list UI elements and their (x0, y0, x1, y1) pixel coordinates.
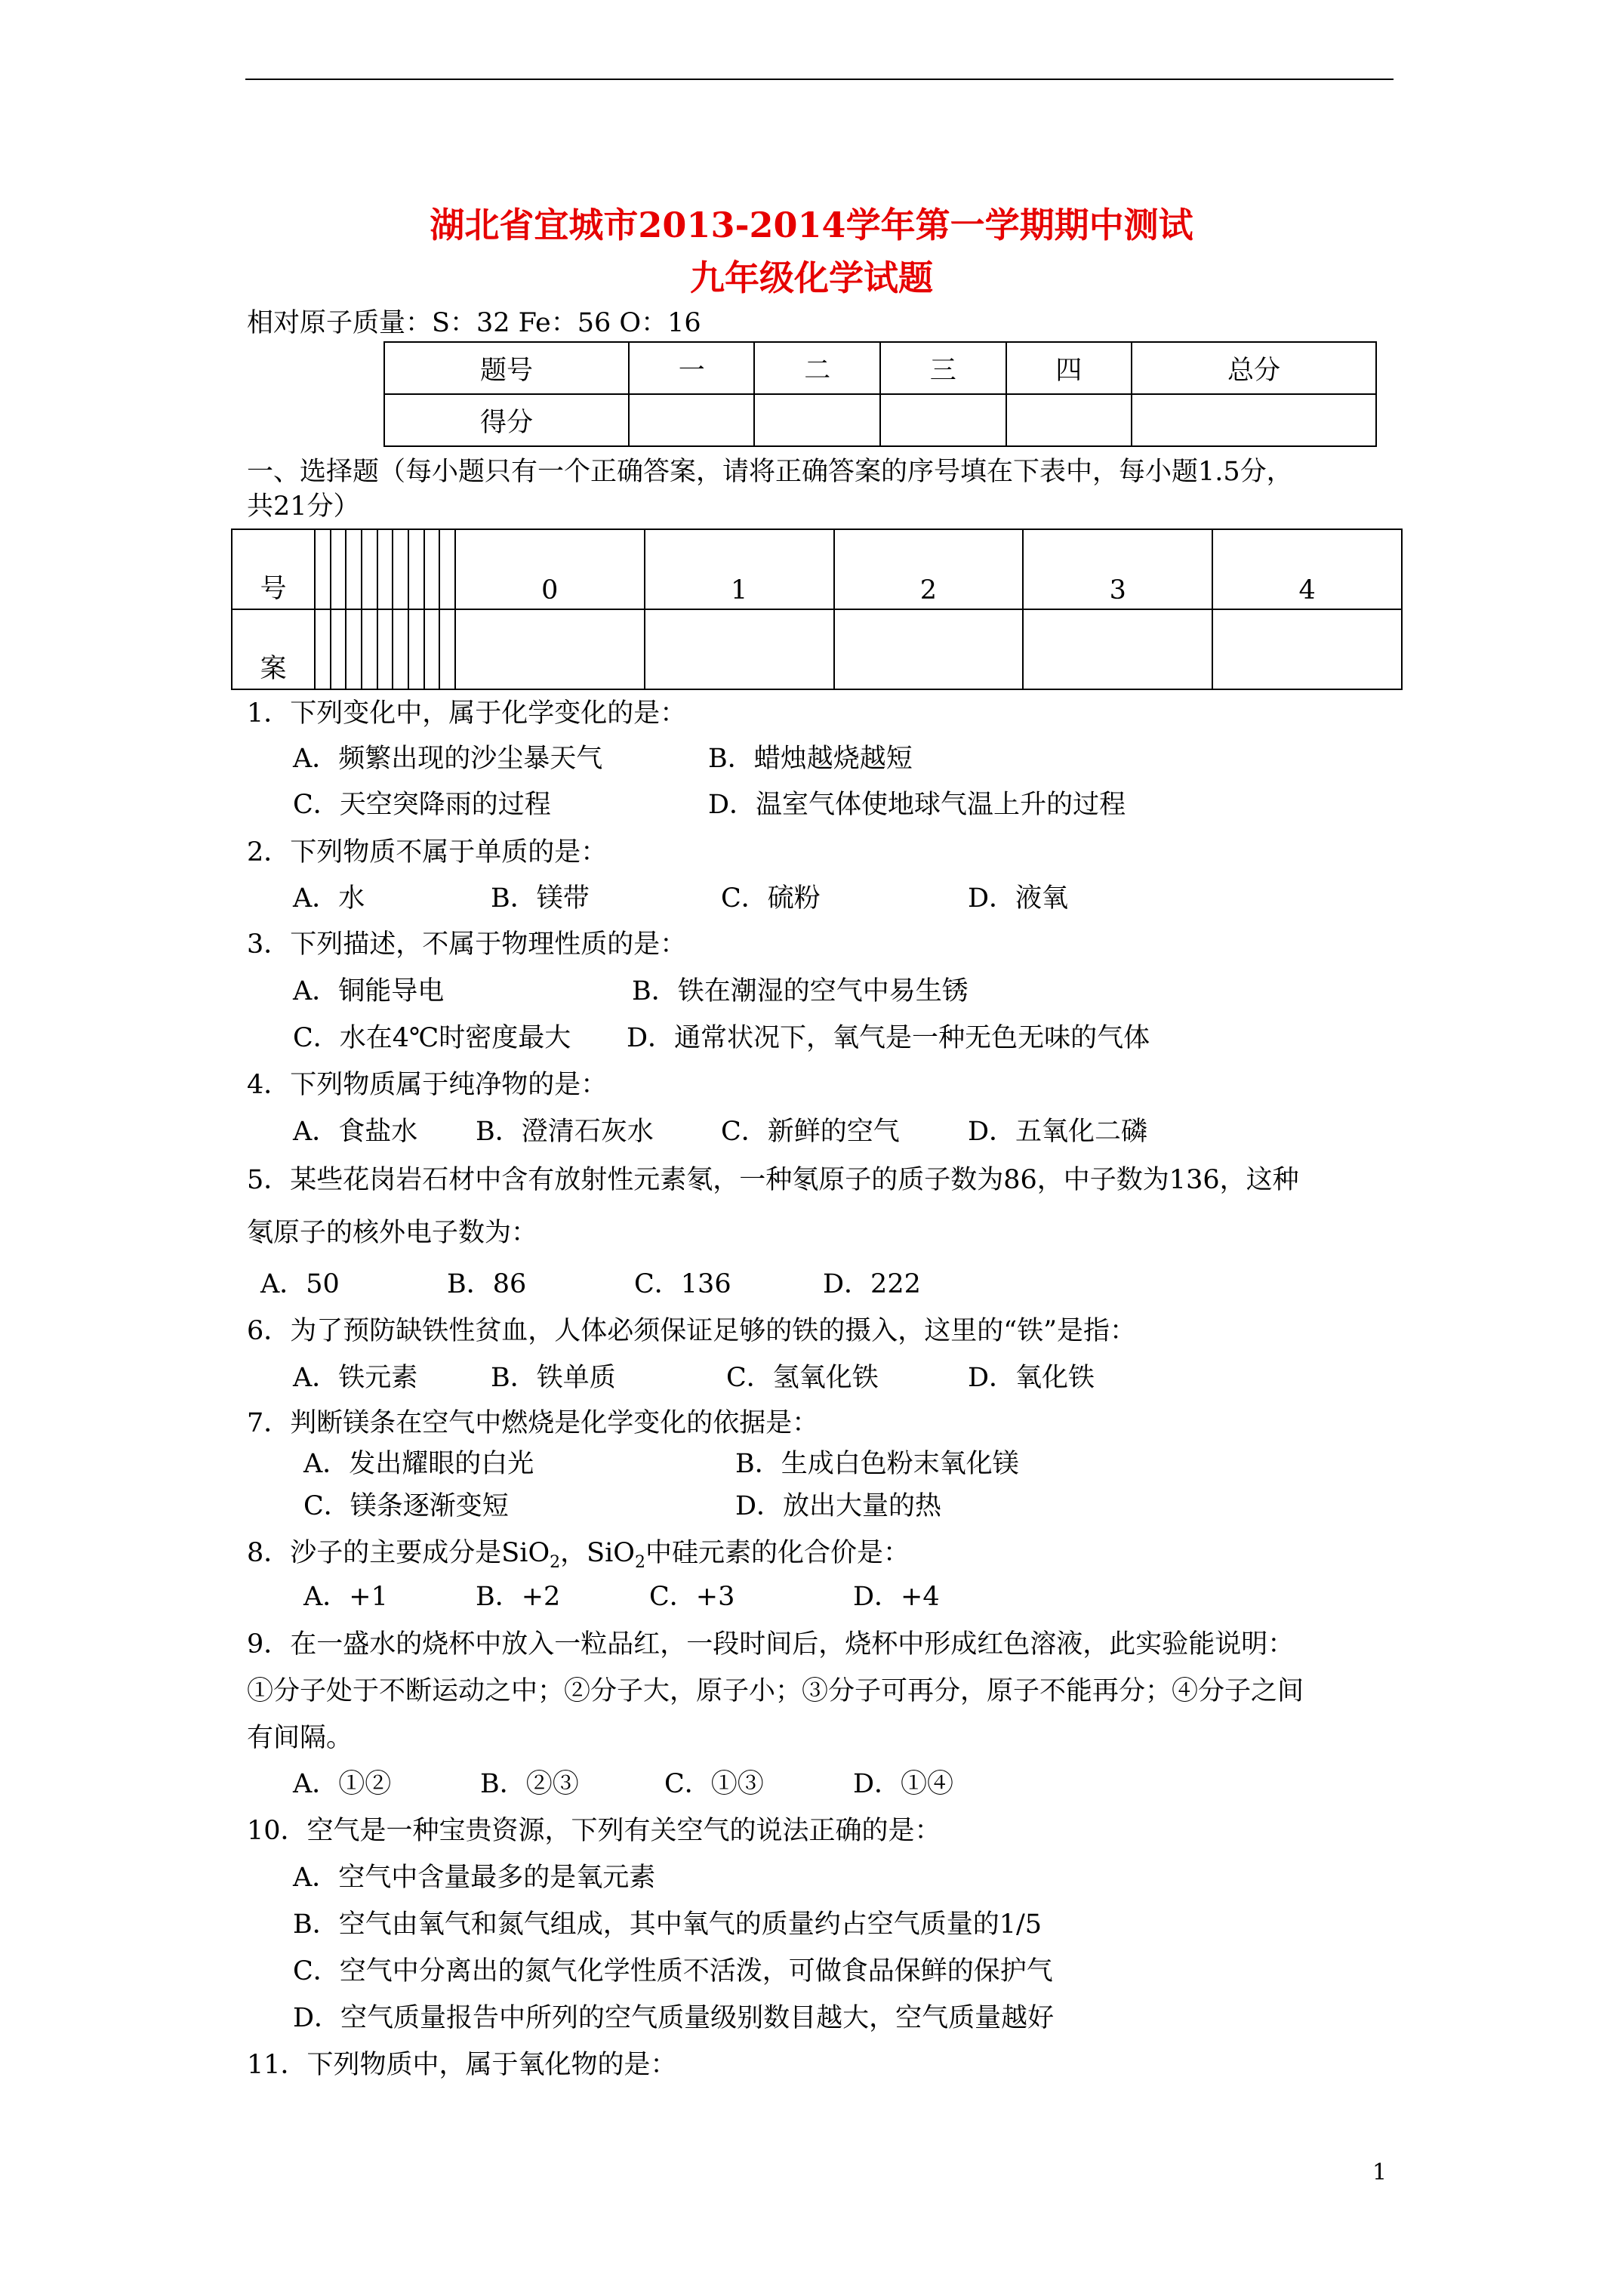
score-cell (880, 394, 1006, 446)
question-2-stem: 2．下列物质不属于单质的是： (247, 837, 608, 868)
score-cell (629, 394, 755, 446)
score-table-header-row (384, 342, 1376, 394)
option-d: D．氧化铁 (968, 1363, 1095, 1393)
question-2-options (0, 881, 1623, 916)
question-5-stem: 5．某些花岗岩石材中含有放射性元素氡，一种氡原子的质子数为86，中子数为136，这种 (247, 1165, 1299, 1195)
option-b: B．空气由氧气和氮气组成，其中氧气的质量约占空气质量的1/5 (293, 1909, 1042, 1940)
option-a: A．50 (260, 1269, 340, 1299)
option-c: C．+3 (649, 1582, 735, 1612)
option-c: C．硫粉 (721, 883, 821, 914)
answer-cell (439, 529, 455, 609)
answer-cell (424, 529, 440, 609)
option-b: B．铁单质 (491, 1363, 616, 1393)
option-c: C．水在4℃时密度最大 (293, 1023, 571, 1053)
option-c: C．136 (634, 1269, 731, 1299)
option-a: A．铜能导电 (293, 976, 445, 1006)
answer-cell (834, 609, 1024, 689)
option-d: D．五氧化二磷 (968, 1117, 1148, 1147)
question-5-options (0, 1267, 1623, 1302)
option-b: B．铁在潮湿的空气中易生锈 (632, 976, 969, 1006)
score-cell: 一 (629, 342, 755, 394)
question-3-stem: 3．下列描述，不属于物理性质的是： (247, 929, 687, 960)
option-d: D．通常状况下，氧气是一种无色无味的气体 (627, 1023, 1150, 1053)
answer-cell: 2 (834, 529, 1024, 609)
question-4-stem: 4．下列物质属于纯净物的是： (247, 1070, 608, 1100)
answer-cell (346, 609, 362, 689)
option-b: B．澄清石灰水 (476, 1117, 654, 1147)
answer-cell (1023, 609, 1212, 689)
question-8-stem-text: 8．沙子的主要成分是SiO (247, 1538, 550, 1568)
option-c: C．氢氧化铁 (726, 1363, 879, 1393)
question-10-stem: 10．空气是一种宝贵资源，下列有关空气的说法正确的是： (247, 1816, 941, 1846)
option-c: C．空气中分离出的氮气化学性质不活泼，可做食品保鲜的保护气 (293, 1956, 1053, 1986)
question-1-options-ab (0, 741, 1623, 776)
option-a: A．食盐水 (293, 1117, 418, 1147)
subscript: 2 (550, 1553, 561, 1572)
answer-cell (408, 529, 424, 609)
option-a: A．铁元素 (293, 1363, 418, 1393)
answer-cell (377, 609, 393, 689)
answer-cell (408, 609, 424, 689)
question-1-stem: 1．下列变化中，属于化学变化的是： (247, 698, 687, 729)
option-d: D．+4 (853, 1582, 940, 1612)
question-9-stem: 9．在一盛水的烧杯中放入一粒品红，一段时间后，烧杯中形成红色溶液，此实验能说明： (247, 1629, 1295, 1660)
answer-cell: 1 (645, 529, 834, 609)
option-b: B．蜡烛越烧越短 (708, 744, 913, 774)
option-c: C．新鲜的空气 (721, 1117, 900, 1147)
option-d: D．温室气体使地球气温上升的过程 (708, 790, 1126, 820)
question-5-stem-cont: 氡原子的核外电子数为： (247, 1218, 538, 1248)
option-d: D．液氧 (968, 883, 1069, 914)
option-b: B．86 (447, 1269, 527, 1299)
exam-subtitle: 九年级化学试题 (690, 257, 933, 298)
answer-cell (393, 609, 408, 689)
question-6-options (0, 1361, 1623, 1395)
answer-table (231, 529, 1403, 690)
answer-cell (315, 529, 331, 609)
answer-cell (346, 529, 362, 609)
answer-cell (315, 609, 331, 689)
option-d: D．①④ (853, 1769, 954, 1799)
question-11-stem: 11．下列物质中，属于氧化物的是： (247, 2050, 677, 2080)
option-c: C．①③ (664, 1769, 764, 1799)
answer-cell: 4 (1212, 529, 1402, 609)
score-cell (754, 394, 880, 446)
option-d: D．空气质量报告中所列的空气质量级别数目越大，空气质量越好 (293, 2003, 1055, 2033)
score-table (383, 341, 1377, 447)
score-cell (1006, 394, 1132, 446)
option-a: A．发出耀眼的白光 (303, 1449, 534, 1479)
question-8-stem-text: ，SiO (560, 1538, 636, 1568)
score-cell: 二 (754, 342, 880, 394)
answer-cell (393, 529, 408, 609)
page-number: 1 (1372, 2159, 1387, 2186)
option-b: B．生成白色粉末氧化镁 (735, 1449, 1019, 1479)
option-a: A．+1 (303, 1582, 388, 1612)
answer-cell (455, 609, 645, 689)
option-a: A．水 (293, 883, 365, 914)
question-3-options-cd (0, 1021, 1623, 1056)
question-1-options-cd (0, 787, 1623, 822)
question-8-stem (247, 1536, 910, 1580)
answer-cell: 3 (1023, 529, 1212, 609)
question-9-options (0, 1767, 1623, 1801)
option-d: D．放出大量的热 (735, 1491, 942, 1521)
score-cell: 题号 (384, 342, 629, 394)
question-8-options (0, 1579, 1623, 1614)
atomic-mass-note: 相对原子质量：S：32 Fe：56 O：16 (247, 308, 701, 338)
score-table-score-row (384, 394, 1376, 446)
answer-cell (331, 529, 346, 609)
option-b: B．+2 (476, 1582, 561, 1612)
answer-cell (645, 609, 834, 689)
answer-cell (362, 609, 377, 689)
answer-cell (331, 609, 346, 689)
exam-title: 湖北省宜城市2013-2014学年第一学期期中测试 (430, 205, 1193, 245)
score-cell: 总分 (1132, 342, 1376, 394)
score-cell: 得分 (384, 394, 629, 446)
answer-cell (362, 529, 377, 609)
subscript: 2 (635, 1553, 646, 1572)
option-b: B．镁带 (491, 883, 590, 914)
question-7-options-ab (0, 1447, 1623, 1481)
question-3-options-ab (0, 974, 1623, 1009)
question-4-options (0, 1114, 1623, 1149)
answer-table-number-row (232, 529, 1402, 609)
option-b: B．②③ (480, 1769, 579, 1799)
score-cell: 三 (880, 342, 1006, 394)
answer-cell: 0 (455, 529, 645, 609)
question-9-stem-cont: 有间隔。 (247, 1723, 353, 1753)
answer-cell (377, 529, 393, 609)
question-8-stem-text: 中硅元素的化合价是： (645, 1538, 910, 1568)
answer-cell (439, 609, 455, 689)
option-c: C．镁条逐渐变短 (303, 1491, 509, 1521)
question-7-options-cd (0, 1489, 1623, 1524)
answer-cell: 案 (232, 609, 315, 689)
question-6-stem: 6．为了预防缺铁性贫血，人体必须保证足够的铁的摄入，这里的“铁”是指： (247, 1316, 1137, 1346)
option-d: D．222 (823, 1269, 921, 1299)
answer-cell (1212, 609, 1402, 689)
option-c: C．天空突降雨的过程 (293, 790, 551, 820)
answer-cell: 号 (232, 529, 315, 609)
section-heading-cont: 共21分） (247, 492, 360, 522)
score-cell (1132, 394, 1376, 446)
option-a: A．空气中含量最多的是氧元素 (293, 1863, 656, 1893)
question-9-stem-cont: ①分子处于不断运动之中；②分子大，原子小；③分子可再分，原子不能再分；④分子之间 (247, 1676, 1304, 1706)
option-a: A．①② (293, 1769, 392, 1799)
answer-table-answer-row (232, 609, 1402, 689)
score-cell: 四 (1006, 342, 1132, 394)
header-rule (245, 79, 1394, 80)
section-heading: 一、选择题（每小题只有一个正确答案，请将正确答案的序号填在下表中，每小题1.5分， (247, 457, 1293, 487)
question-7-stem: 7．判断镁条在空气中燃烧是化学变化的依据是： (247, 1408, 819, 1438)
option-a: A．频繁出现的沙尘暴天气 (293, 744, 603, 774)
answer-cell (424, 609, 440, 689)
